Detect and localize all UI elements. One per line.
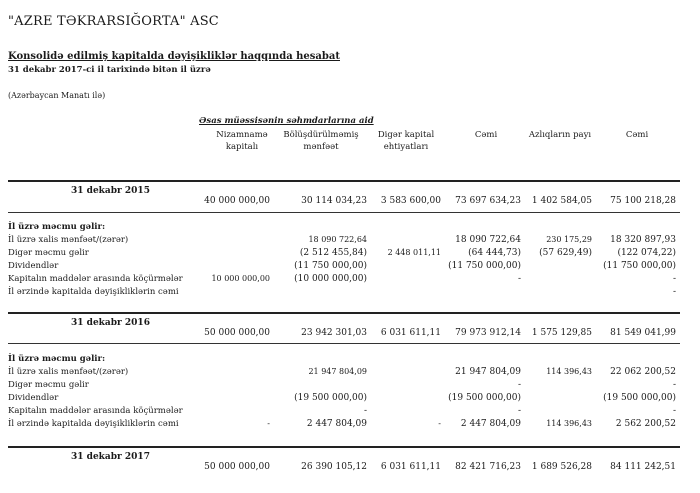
table-row <box>0 274 700 286</box>
balance-label: 31 dekabr 2015 <box>71 186 150 196</box>
value-retained-earnings: (10 000 000,00) <box>294 274 367 284</box>
col-header-share-capital: Nizamnamə kapitalı <box>216 130 268 152</box>
value-retained-earnings: (11 750 000,00) <box>294 261 367 271</box>
value-total: - <box>517 380 521 390</box>
row-label: Dividendlər <box>8 393 59 403</box>
section-heading-2016: İl üzrə məcmu gəlir: <box>8 222 106 232</box>
value-grand-total: 18 320 897,93 <box>610 235 676 245</box>
value-retained-earnings: - <box>363 406 367 416</box>
value-other-reserves: 6 031 611,11 <box>380 462 441 472</box>
balance-row-2015 <box>0 186 700 214</box>
value-other-reserves: - <box>438 419 441 428</box>
col-header-retained-earnings: Bölüşdürülməmiş mənfəət <box>283 130 359 152</box>
value-retained-earnings: 30 114 034,23 <box>301 196 367 206</box>
value-total: (11 750 000,00) <box>448 261 521 271</box>
table-row <box>0 367 700 379</box>
table-row <box>0 419 700 431</box>
row-label: İl üzrə xalis mənfəət/(zərər) <box>8 367 129 377</box>
balance-row-2017 <box>0 452 700 480</box>
value-total: (64 444,73) <box>468 248 521 258</box>
value-other-reserves: 3 583 600,00 <box>380 196 441 206</box>
value-retained-earnings: 2 447 804,09 <box>306 419 367 429</box>
row-label: Digər məcmu gəlir <box>8 380 89 390</box>
table-row <box>0 287 700 299</box>
report-period: 31 dekabr 2017-ci il tarixində bitən il üzrə <box>8 65 211 75</box>
divider <box>8 343 680 344</box>
value-retained-earnings: 18 090 722,64 <box>308 235 367 244</box>
value-grand-total: - <box>672 380 676 390</box>
value-grand-total: 22 062 200,52 <box>610 367 676 377</box>
value-total: 79 973 912,14 <box>455 328 521 338</box>
table-row <box>0 248 700 260</box>
divider <box>8 446 680 448</box>
value-retained-earnings: 23 942 301,03 <box>301 328 367 338</box>
value-total: - <box>517 406 521 416</box>
col-header-total: Cəmi <box>474 130 498 140</box>
value-minority: 1 575 129,85 <box>531 328 592 338</box>
col-header-grand-total: Cəmi <box>625 130 649 140</box>
value-minority: 1 402 584,05 <box>531 196 592 206</box>
value-minority: 114 396,43 <box>546 419 592 428</box>
value-grand-total: (11 750 000,00) <box>603 261 676 271</box>
table-row <box>0 406 700 418</box>
value-grand-total: (19 500 000,00) <box>603 393 676 403</box>
value-share-capital: 50 000 000,00 <box>204 462 270 472</box>
value-other-reserves: 6 031 611,11 <box>380 328 441 338</box>
value-total: 21 947 804,09 <box>455 367 521 377</box>
value-share-capital: - <box>267 419 270 428</box>
value-grand-total: 2 562 200,52 <box>615 419 676 429</box>
row-label: Digər məcmu gəlir <box>8 248 89 258</box>
row-label: Kapitalın maddələr arasında köçürmələr <box>8 406 183 416</box>
balance-row-2016 <box>0 318 700 346</box>
col-header-other-reserves: Digər kapital ehtiyatları <box>377 130 435 152</box>
value-grand-total: 75 100 218,28 <box>610 196 676 206</box>
value-grand-total: 84 111 242,51 <box>610 462 676 472</box>
balance-label: 31 dekabr 2016 <box>71 318 150 328</box>
value-retained-earnings: 21 947 804,09 <box>308 367 367 376</box>
divider <box>8 212 680 213</box>
value-grand-total: (122 074,22) <box>617 248 676 258</box>
row-label: İl ərzində kapitalda dəyişikliklərin cəmi <box>8 419 179 429</box>
table-row <box>0 261 700 273</box>
row-label: İl üzrə xalis mənfəət/(zərər) <box>8 235 129 245</box>
value-minority: (57 629,49) <box>539 248 592 258</box>
row-label: Kapitalın maddələr arasında köçürmələr <box>8 274 183 284</box>
section-heading-2017: İl üzrə məcmu gəlir: <box>8 354 106 364</box>
company-name: "AZRE TƏKRARSIĞORTA" ASC <box>8 14 219 29</box>
value-minority: 1 689 526,28 <box>531 462 592 472</box>
value-grand-total: 81 549 041,99 <box>610 328 676 338</box>
value-total: - <box>517 274 521 284</box>
divider <box>8 312 680 314</box>
balance-label: 31 dekabr 2017 <box>71 452 150 462</box>
value-total: 2 447 804,09 <box>460 419 521 429</box>
col-header-minority-share: Azlıqların payı <box>528 130 592 140</box>
value-grand-total: - <box>672 406 676 416</box>
value-retained-earnings: 26 390 105,12 <box>301 462 367 472</box>
value-retained-earnings: (19 500 000,00) <box>294 393 367 403</box>
value-minority: 230 175,29 <box>546 235 592 244</box>
value-grand-total: - <box>672 287 676 297</box>
value-other-reserves: 2 448 011,11 <box>387 248 441 257</box>
value-total: 18 090 722,64 <box>455 235 521 245</box>
value-share-capital: 50 000 000,00 <box>204 328 270 338</box>
value-total: 73 697 634,23 <box>455 196 521 206</box>
group-header: Əsas müəssisənin səhmdarlarına aid <box>199 116 374 126</box>
value-grand-total: - <box>672 274 676 284</box>
value-total: (19 500 000,00) <box>448 393 521 403</box>
value-minority: 114 396,43 <box>546 367 592 376</box>
report-title: Konsolidə edilmiş kapitalda dəyişikliklər haqqında hesabat <box>8 51 340 62</box>
row-label: Dividendlər <box>8 261 59 271</box>
table-row <box>0 380 700 392</box>
table-row <box>0 235 700 247</box>
value-share-capital: 40 000 000,00 <box>204 196 270 206</box>
currency-note: (Azərbaycan Manatı ilə) <box>8 91 106 100</box>
value-share-capital: 10 000 000,00 <box>211 274 270 283</box>
divider <box>8 180 680 182</box>
value-retained-earnings: (2 512 455,84) <box>299 248 367 258</box>
row-label: İl ərzində kapitalda dəyişikliklərin cəmi <box>8 287 179 297</box>
value-total: 82 421 716,23 <box>455 462 521 472</box>
table-row <box>0 393 700 405</box>
